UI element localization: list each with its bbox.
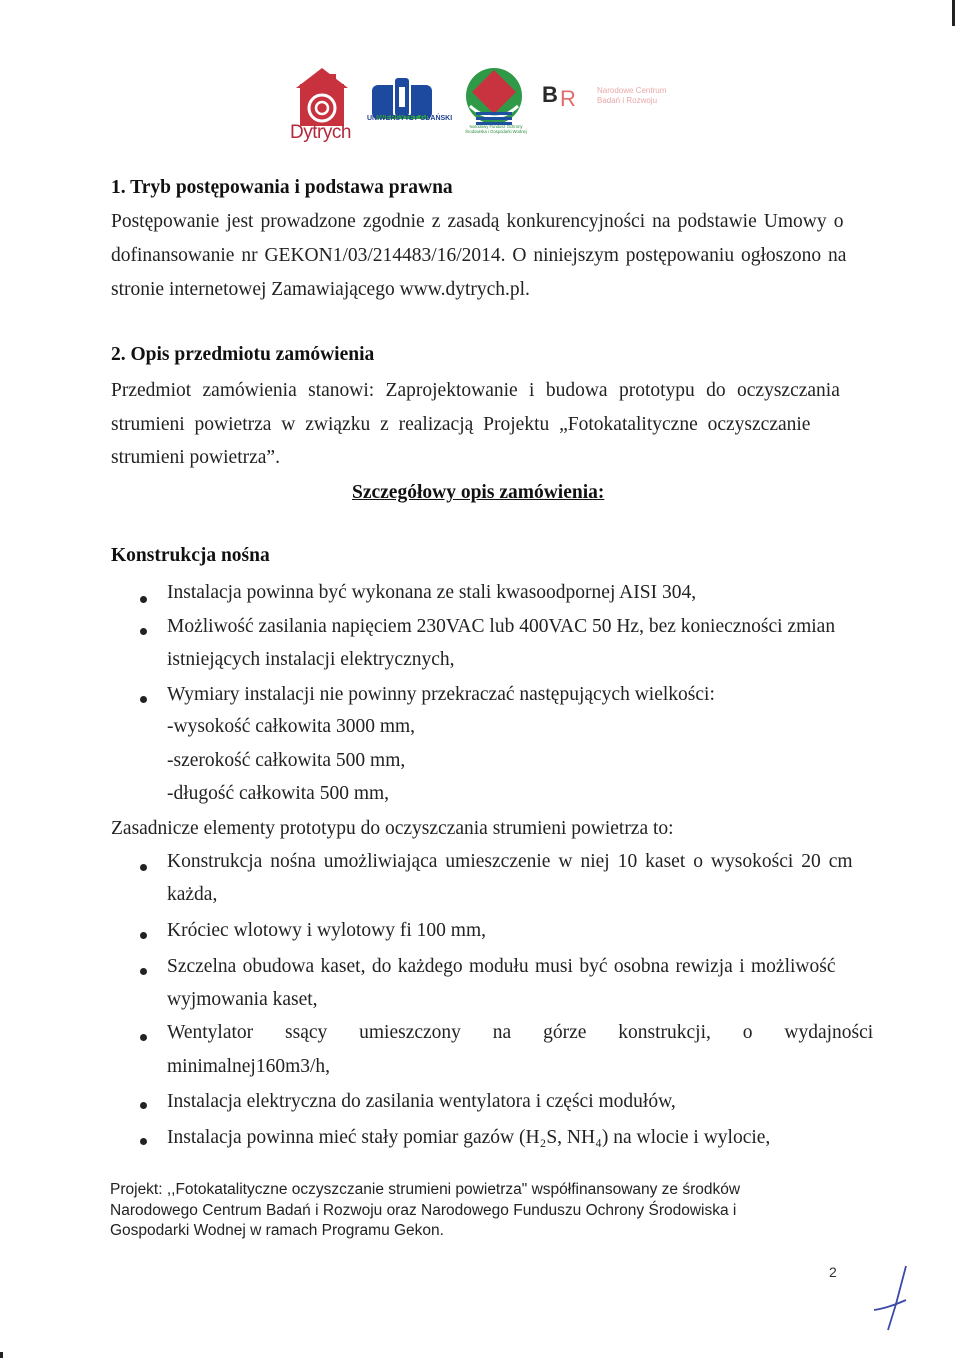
section1-line-2: dofinansowanie nr GEKON1/03/214483/16/2014. O niniejszym postępowaniu ogłoszono na: [111, 245, 847, 266]
konstrukcja-heading: Konstrukcja nośna: [111, 545, 270, 566]
nfos-logo-text: Narodowy Fundusz Ochrony Środowiska i Gospodarki Wodnej: [465, 124, 527, 134]
zasadnicze-item-4-line-2: minimalnej160m3/h,: [167, 1056, 331, 1077]
section2-line-1: Przedmiot zamówienia stanowi: Zaprojektowanie i budowa prototypu do oczyszczania: [111, 380, 840, 401]
konstrukcja-item-2-line-2: istniejących instalacji elektrycznych,: [167, 649, 455, 670]
ug-logo-text: UNIWERSYTET GDAŃSKI: [367, 115, 453, 122]
konstrukcja-item-2-line-1: Możliwość zasilania napięciem 230VAC lub 400VAC 50 Hz, bez konieczności zmian: [167, 616, 836, 637]
konstrukcja-item-3-line-2: -wysokość całkowita 3000 mm,: [167, 716, 416, 737]
zasadnicze-item-5: Instalacja elektryczna do zasilania wentylatora i części modułów,: [167, 1091, 676, 1112]
ncbr-logo: [540, 76, 600, 116]
zasadnicze-item-1-line-1: Konstrukcja nośna umożliwiająca umieszczenie w niej 10 kaset o wysokości 20 cm: [167, 851, 853, 872]
logos-header: [290, 58, 690, 150]
bullet-dot: [140, 1034, 147, 1041]
dytrych-logo-text: Dytrych: [290, 122, 351, 143]
bullet-dot: [140, 932, 147, 939]
konstrukcja-item-3-line-3: -szerokość całkowita 500 mm,: [167, 750, 406, 771]
bullet-dot: [140, 696, 147, 703]
zasadnicze-item-6: Instalacja powinna mieć stały pomiar gazów (H₂S, NH₄) na wlocie i wylocie,: [167, 1127, 771, 1148]
section1-heading: 1. Tryb postępowania i podstawa prawna: [111, 177, 453, 198]
konstrukcja-item-1: Instalacja powinna być wykonana ze stali kwasoodpornej AISI 304,: [167, 582, 697, 603]
bullet-dot: [140, 864, 147, 871]
ncbr-logo-line1: Narodowe Centrum: [597, 86, 667, 95]
ncbr-logo-text: [597, 86, 666, 106]
page-number: 2: [829, 1264, 837, 1280]
zasadnicze-item-4-line-1: Wentylator ssący umieszczony na górze konstrukcji, o wydajności: [167, 1022, 874, 1043]
ncbr-logo-line2: Badań i Rozwoju: [597, 96, 658, 105]
section2-heading: 2. Opis przedmiotu zamówienia: [111, 344, 375, 365]
zasadnicze-item-3-line-2: wyjmowania kaset,: [167, 989, 318, 1010]
svg-text:B: B: [542, 82, 558, 107]
footer-line-2: Narodowego Centrum Badań i Rozwoju oraz Narodowego Funduszu Ochrony Środowiska i: [110, 1201, 737, 1219]
bullet-dot: [140, 628, 147, 635]
scan-edge-mark: [952, 0, 955, 26]
zasadnicze-item-1-line-2: każda,: [167, 884, 218, 905]
bullet-dot: [140, 1102, 147, 1109]
zasadnicze-intro: Zasadnicze elementy prototypu do oczyszczania strumieni powietrza to:: [111, 818, 674, 839]
zasadnicze-item-3-line-1: Szczelna obudowa kaset, do każdego modułu musi być osobna rewizja i możliwość: [167, 956, 836, 977]
section2-line-2: strumieni powietrza w związku z realizacją Projektu „Fotokatalityczne oczyszczanie: [111, 414, 811, 435]
section1-line-3: stronie internetowej Zamawiającego www.dytrych.pl.: [111, 279, 530, 300]
footer-line-1: Projekt: ,,Fotokatalityczne oczyszczanie strumieni powietrza" współfinansowany ze środków: [110, 1181, 741, 1198]
footer-line-3: Gospodarki Wodnej w ramach Programu Gekon.: [110, 1222, 444, 1239]
konstrukcja-item-3-line-4: -długość całkowita 500 mm,: [167, 783, 390, 804]
bullet-dot: [140, 968, 147, 975]
konstrukcja-item-3-line-1: Wymiary instalacji nie powinny przekraczać następujących wielkości:: [167, 684, 715, 705]
project-footer: [110, 1180, 790, 1242]
zasadnicze-item-2: Króciec wlotowy i wylotowy fi 100 mm,: [167, 920, 486, 941]
signature-mark: [866, 1264, 926, 1334]
bullet-dot: [140, 596, 147, 603]
scan-edge-mark: [0, 1352, 3, 1358]
section1-line-1: Postępowanie jest prowadzone zgodnie z zasadą konkurencyjności na podstawie Umowy o: [111, 211, 844, 232]
svg-text:R: R: [560, 86, 576, 111]
detailed-description-heading: Szczegółowy opis zamówienia:: [352, 482, 605, 503]
section2-line-3: strumieni powietrza”.: [111, 447, 280, 468]
bullet-dot: [140, 1138, 147, 1145]
